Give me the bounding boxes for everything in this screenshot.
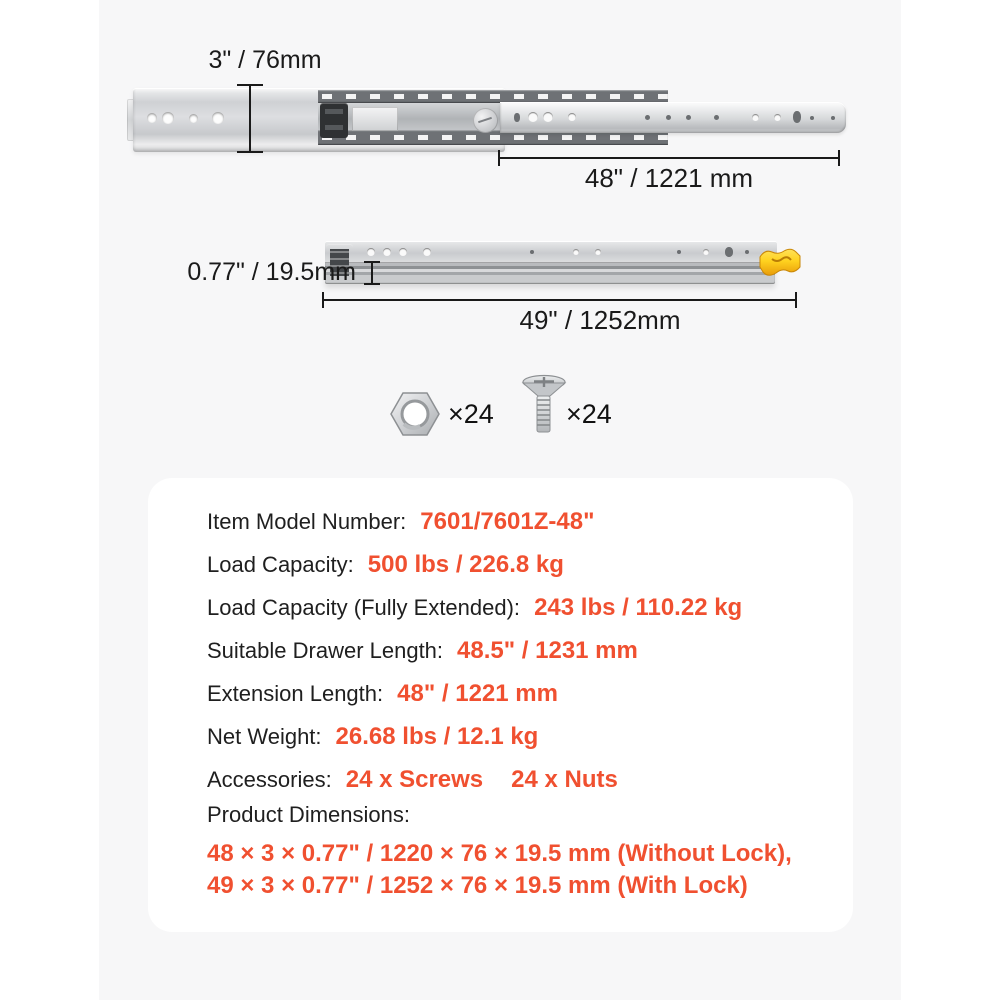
dimension-line	[249, 85, 251, 152]
rail-hole	[399, 248, 407, 256]
rail-hole	[831, 116, 835, 120]
spec-row-accessories	[207, 766, 618, 794]
mount-hole	[212, 112, 224, 124]
spec-label: Accessories:	[207, 767, 332, 792]
rail-hole	[677, 250, 681, 254]
dimension-cap	[364, 283, 380, 285]
spec-value: 26.68 lbs / 12.1 kg	[335, 723, 539, 750]
rail-hole	[528, 112, 538, 122]
disconnect-clip	[320, 103, 348, 138]
screw-icon	[521, 374, 567, 438]
hex-nut-icon	[390, 390, 440, 438]
spec-row-load-capacity	[207, 551, 564, 579]
rail-hole	[645, 115, 650, 120]
dimension-with-lock: 49 × 3 × 0.77" / 1252 × 76 × 19.5 mm (With Lock)	[207, 872, 748, 899]
mount-hole	[147, 113, 157, 123]
product-dimensions-values	[207, 838, 792, 902]
screw-count: ×24	[566, 399, 612, 429]
rail-hole	[793, 111, 801, 123]
dimension-cap	[237, 151, 263, 153]
spec-value: 24 x Screws	[345, 766, 484, 793]
closed-slide-upper-rail	[325, 241, 777, 263]
spec-label: Product Dimensions:	[207, 802, 410, 827]
dimension-tick	[795, 292, 797, 308]
rail-hole	[383, 248, 391, 256]
rail-hole	[703, 249, 709, 255]
rail-hole	[810, 116, 814, 120]
length-dimension-label: 48" / 1221 mm	[584, 163, 754, 193]
thickness-dimension-label: 0.77" / 19.5mm	[187, 258, 356, 286]
mount-hole	[162, 112, 174, 124]
rail-hole	[367, 248, 375, 256]
spec-row-net-weight	[207, 723, 538, 751]
spec-card	[148, 478, 853, 932]
latch-plate	[352, 107, 398, 131]
spec-label: Net Weight:	[207, 724, 322, 749]
rail-hole	[543, 112, 553, 122]
spec-row-model	[207, 508, 594, 536]
height-dimension-label: 3" / 76mm	[208, 46, 322, 74]
closed-length-dimension-label: 49" / 1252mm	[519, 305, 681, 335]
rail-hole	[745, 250, 749, 254]
rail-hole	[725, 247, 733, 257]
spec-row-load-capacity-extended	[207, 594, 742, 622]
closed-slide-lower-rail	[325, 263, 775, 284]
rail-hole	[573, 249, 579, 255]
rail-hole	[530, 250, 534, 254]
rail-hole	[514, 113, 520, 122]
spec-label: Load Capacity:	[207, 552, 354, 577]
spec-label: Suitable Drawer Length:	[207, 638, 444, 663]
rail-hole	[666, 115, 671, 120]
spec-value: 24 x Nuts	[511, 766, 618, 793]
mount-hole	[189, 114, 198, 123]
rail-hole	[714, 115, 719, 120]
spec-label: Extension Length:	[207, 681, 384, 706]
spec-value: 243 lbs / 110.22 kg	[534, 594, 743, 621]
closed-slide-body	[325, 241, 777, 285]
rail-hole	[686, 115, 691, 120]
rail-hole	[423, 248, 431, 256]
cam-disc	[473, 108, 498, 133]
spec-value: 48.5" / 1231 mm	[457, 637, 638, 664]
nut-count: ×24	[448, 399, 494, 429]
dimension-line	[322, 299, 797, 301]
yellow-lock-lever-icon	[758, 247, 802, 279]
dimension-line	[371, 261, 373, 284]
spec-row-extension-length	[207, 680, 558, 708]
dimension-line	[498, 157, 840, 159]
rail-hole	[568, 113, 576, 121]
rail-hole	[774, 114, 781, 121]
spec-label: Item Model Number:	[207, 509, 407, 534]
spec-value: 7601/7601Z-48"	[420, 508, 595, 535]
rail-hole	[595, 249, 601, 255]
rail-hole	[752, 114, 759, 121]
dimension-without-lock: 48 × 3 × 0.77" / 1220 × 76 × 19.5 mm (Without Lock),	[207, 840, 792, 867]
dimension-tick	[838, 150, 840, 166]
spec-label: Load Capacity (Fully Extended):	[207, 595, 521, 620]
spec-value: 48" / 1221 mm	[397, 680, 558, 707]
spec-value: 500 lbs / 226.8 kg	[367, 551, 564, 578]
spec-row-drawer-length	[207, 637, 638, 665]
spec-row-product-dimensions	[207, 802, 410, 828]
